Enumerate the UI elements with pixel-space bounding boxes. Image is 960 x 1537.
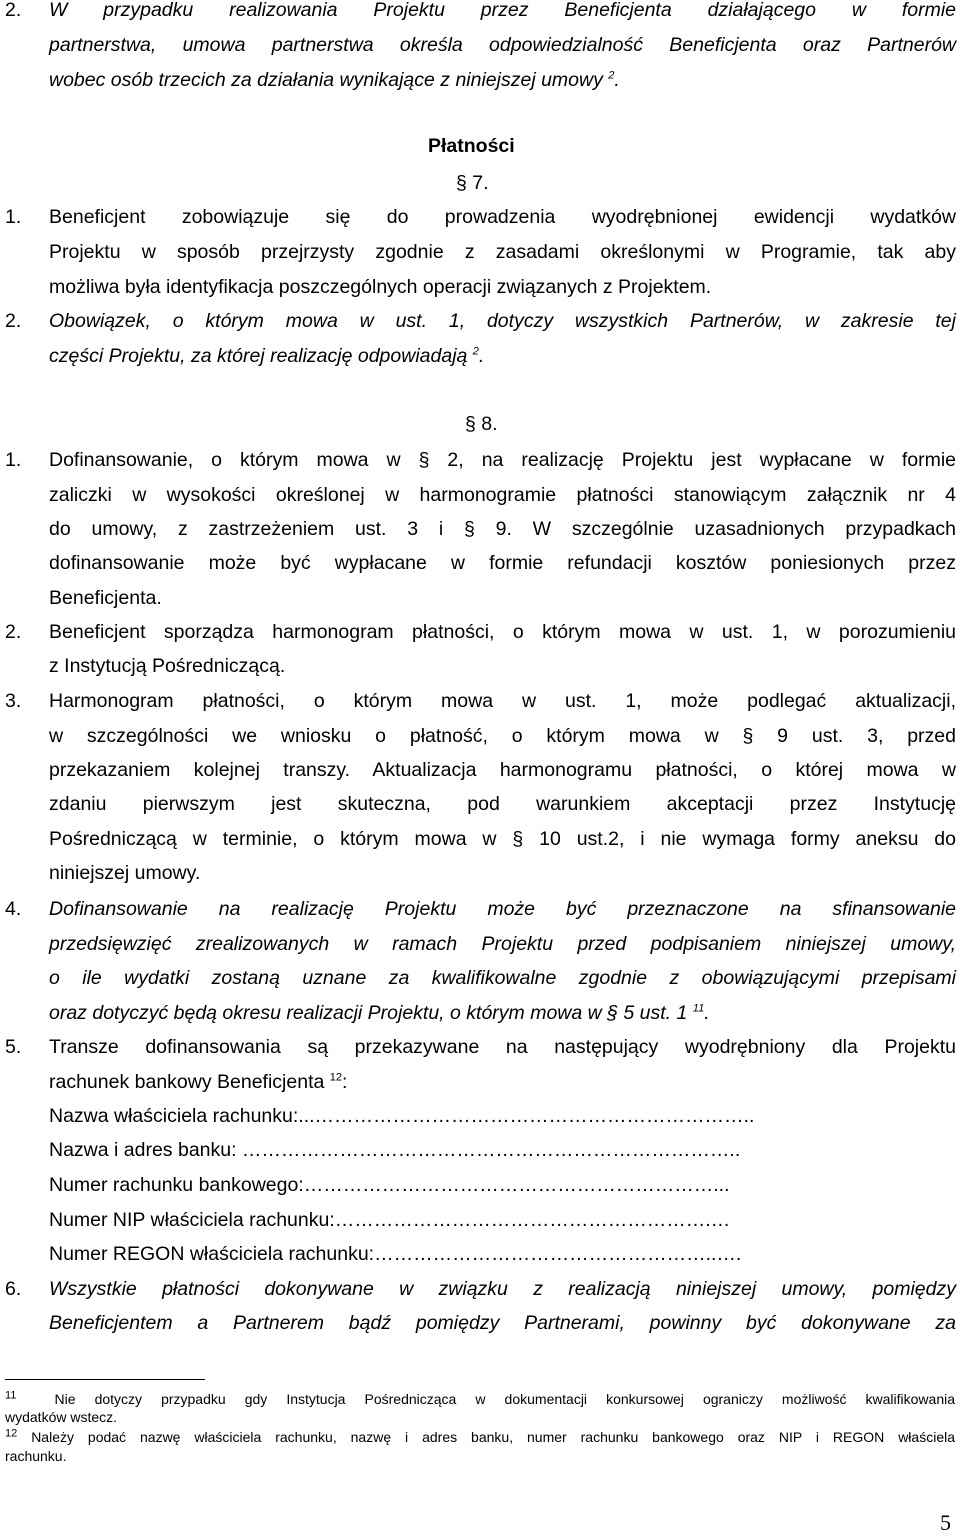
paragraph-text: niniejszej umowy. (49, 862, 201, 884)
paragraph-text: rachunek bankowy Beneficjenta $^{12}$: (49, 1071, 348, 1093)
paragraph-text: przekazaniem kolejnej transzy. Aktualizacja harmonogramu płatności, o której mowa w (49, 759, 956, 781)
footnote-text: Nie dotyczy przypadku gdy Instytucja Pośrednicząca w dokumentacji konkursowej ograniczy możliwość kwalifikowania (54, 1391, 955, 1407)
footnote-text: Należy podać nazwę właściciela rachunku, nazwę i adres banku, numer rachunku bankowego oraz NIP i REGON właściela (31, 1429, 956, 1445)
paragraph-text: Dofinansowanie, o którym mowa w § 2, na realizację Projektu jest wypłacane w formie (49, 449, 956, 471)
paragraph-text: partnerstwa, umowa partnerstwa określa odpowiedzialność Beneficjenta oraz Partnerów (49, 34, 956, 56)
list-number: 3. (5, 690, 22, 712)
paragraph-text: z Instytucją Pośredniczącą. (49, 655, 286, 677)
footnote-ref: 2 (608, 69, 615, 82)
footnote-text: rachunku. (5, 1448, 67, 1464)
paragraph-text: Pośredniczącą w terminie, o którym mowa w § 10 ust.2, i nie wymaga formy aneksu do (49, 828, 956, 850)
paragraph-text: Beneficjent sporządza harmonogram płatności, o którym mowa w ust. 1, w porozumieniu (49, 621, 956, 643)
paragraph-text: zaliczki w wysokości określonej w harmonogramie płatności stanowiącym załącznik nr 4 (49, 484, 956, 506)
paragraph-text: Wszystkie płatności dokonywane w związku z realizacją niniejszej umowy, pomiędzy (49, 1278, 956, 1300)
paragraph-text: Projektu w sposób przejrzysty zgodnie z zasadami określonymi w Programie, tak aby (49, 241, 956, 263)
list-number: 2. (5, 0, 22, 21)
paragraph-text: Obowiązek, o którym mowa w ust. 1, dotyczy wszystkich Partnerów, w zakresie tej (49, 310, 956, 332)
paragraph-text: w szczególności we wniosku o płatność, o którym mowa w § 9 ust. 3, przed (49, 725, 956, 747)
paragraph-text: Transze dofinansowania są przekazywane na następujący wyodrębniony dla Projektu (49, 1036, 956, 1058)
paragraph-text: o ile wydatki zostaną uznane za kwalifikowalne zgodnie z obowiązującymi przepisami (49, 967, 956, 989)
paragraph-text: przedsięwzięć zrealizowanych w ramach Projektu przed podpisaniem niniejszej umowy, (49, 933, 956, 955)
paragraph-text: Beneficjentem a Partnerem bądź pomiędzy Partnerami, powinny być dokonywane za (49, 1312, 956, 1334)
footnote-number: 12 (5, 1427, 18, 1440)
list-number: 2. (5, 310, 22, 332)
paragraph-text: możliwa była identyfikacja poszczególnych operacji związanych z Projektem. (49, 276, 712, 298)
regon-field: Numer REGON właściciela rachunku:……………………………………………..…. (49, 1243, 742, 1265)
paragraph-text: części Projektu, za której realizację odpowiadają $^2$. (49, 345, 485, 367)
footnote-ref: 11 (692, 1002, 705, 1015)
nip-field: Numer NIP właściciela rachunku:………………………………………………….… (49, 1209, 731, 1231)
paragraph-text: Beneficjenta. (49, 587, 162, 609)
paragraph-text: wobec osób trzecich za działania wynikające z niniejszej umowy $^2$. (49, 69, 620, 91)
footnote-separator (5, 1379, 205, 1380)
list-number: 5. (5, 1036, 22, 1058)
footnote-ref: 12 (329, 1071, 343, 1084)
account-owner-field: Nazwa właściciela rachunku:...………………………………………………………….. (49, 1105, 755, 1127)
paragraph-text: zdaniu pierwszym jest skuteczna, pod warunkiem akceptacji przez Instytucję (49, 793, 956, 815)
list-number: 2. (5, 621, 22, 643)
paragraph-text: Beneficjent zobowiązuje się do prowadzenia wyodrębnionej ewidencji wydatków (49, 206, 956, 228)
paragraph-number-8: § 8. (465, 413, 498, 435)
list-number: 1. (5, 206, 22, 228)
paragraph-text: oraz dotyczyć będą okresu realizacji Projektu, o którym mowa w § 5 ust. 1 $^{11}$. (49, 1002, 710, 1024)
heading-platnosci: Płatności (428, 135, 515, 157)
paragraph-number-7: § 7. (456, 172, 489, 194)
list-number: 1. (5, 449, 22, 471)
paragraph-text: W przypadku realizowania Projektu przez Beneficjenta działającego w formie (49, 0, 956, 21)
list-number: 4. (5, 898, 22, 920)
paragraph-text: Dofinansowanie na realizację Projektu może być przeznaczone na sfinansowanie (49, 898, 956, 920)
list-number: 6. (5, 1278, 22, 1300)
page-number: 5 (940, 1510, 951, 1535)
paragraph-text: Harmonogram płatności, o którym mowa w ust. 1, może podlegać aktualizacji, (49, 690, 956, 712)
footnote-number: 11 (5, 1389, 17, 1402)
footnote-ref: 2 (472, 345, 479, 358)
account-number-field: Numer rachunku bankowego:………………………………………………………... (49, 1174, 730, 1196)
paragraph-text: dofinansowanie może być wypłacane w formie refundacji kosztów poniesionych przez (49, 552, 956, 574)
footnote-text: wydatków wstecz. (5, 1409, 118, 1425)
paragraph-text: do umowy, z zastrzeżeniem ust. 3 i § 9. W szczególnie uzasadnionych przypadkach (49, 518, 956, 540)
bank-name-field: Nazwa i adres banku: ………………………………………………………………….. (49, 1139, 741, 1161)
